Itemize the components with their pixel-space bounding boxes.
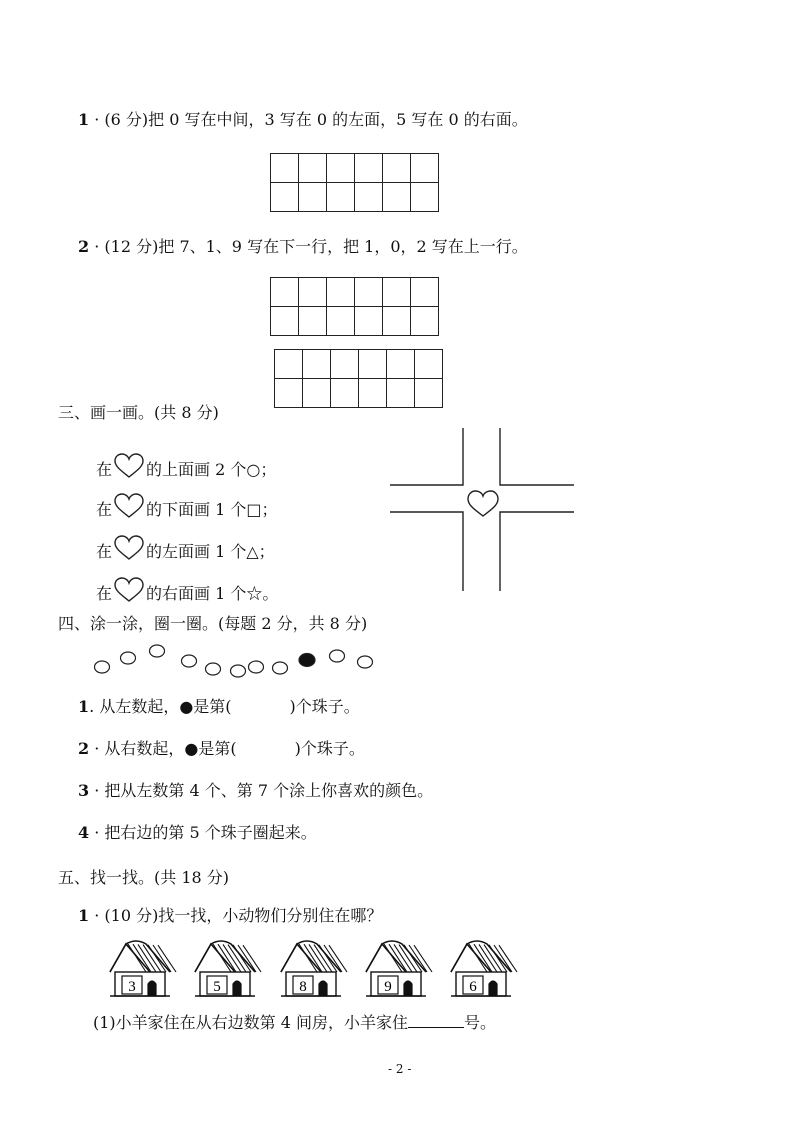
question-text: 把右边的第 5 个珠子圈起来。 (104, 823, 317, 842)
draw-instruction-1 (96, 453, 276, 480)
grid-cell[interactable] (387, 379, 415, 408)
question-2-1 (78, 110, 528, 130)
house-door (319, 981, 327, 996)
grid-cell[interactable] (327, 183, 355, 212)
question-number: 1 (78, 110, 90, 129)
house-3[interactable] (277, 938, 345, 1000)
grid-cell[interactable] (411, 307, 439, 336)
grid-cell[interactable] (275, 379, 303, 408)
grid-cell[interactable] (271, 154, 299, 183)
bead-11[interactable] (358, 656, 373, 668)
roof-stripe (324, 945, 342, 972)
section-5-title: 五、找一找。(共 18 分) (58, 868, 230, 887)
question-4-1 (78, 697, 360, 717)
question-separator: · (94, 823, 100, 842)
heart-icon (468, 491, 498, 516)
house-2[interactable] (191, 938, 259, 1000)
grid-cell[interactable] (411, 183, 439, 212)
heart-icon (113, 453, 145, 479)
grid-cell[interactable] (331, 379, 359, 408)
instruction-text: 的右面画 1 个☆。 (146, 584, 279, 603)
question-5-1 (78, 906, 382, 926)
answer-grid-2-bottom (274, 349, 443, 408)
road-edge (500, 512, 574, 591)
grid-cell[interactable] (355, 278, 383, 307)
question-separator: . (89, 697, 95, 716)
roof-stripe (233, 945, 251, 972)
grid-cell[interactable] (299, 154, 327, 183)
sub-question-text-pre: (1)小羊家住在从右边数第 4 间房，小羊家住 (93, 1013, 409, 1032)
grid-cell[interactable] (383, 278, 411, 307)
question-4-3 (78, 781, 433, 801)
bead-4[interactable] (182, 655, 197, 667)
section-3-title: 三、画一画。(共 8 分) (58, 403, 219, 422)
bead-7[interactable] (249, 661, 264, 673)
grid-cell[interactable] (271, 307, 299, 336)
house-number: 6 (469, 979, 477, 995)
house-number: 9 (384, 979, 392, 995)
instruction-prefix: 在 (96, 500, 113, 519)
question-text: 把从左数第 4 个、第 7 个涂上你喜欢的颜色。 (104, 781, 434, 800)
instruction-prefix: 在 (96, 584, 113, 603)
roof-gable (281, 944, 321, 972)
house-door (148, 981, 156, 996)
question-text: (10 分)找一找，小动物们分别住在哪？ (104, 906, 383, 925)
grid-cell[interactable] (327, 278, 355, 307)
roof-stripe (238, 945, 256, 972)
grid-cell[interactable] (387, 350, 415, 379)
roof-stripe (404, 945, 422, 972)
bead-2[interactable] (121, 652, 136, 664)
grid-cell[interactable] (415, 379, 443, 408)
grid-cell[interactable] (271, 183, 299, 212)
road-edge (390, 512, 463, 591)
question-2-2 (78, 237, 528, 257)
heart-icon (113, 577, 145, 603)
roof-stripe (409, 945, 427, 972)
crossroad-figure[interactable] (390, 428, 580, 593)
sub-question-text-post: 号。 (464, 1013, 497, 1032)
roof-stripe (319, 945, 337, 972)
question-number: 1 (78, 906, 90, 925)
bead-5[interactable] (206, 663, 221, 675)
question-separator: · (94, 237, 100, 256)
house-4[interactable] (362, 938, 430, 1000)
section-4-title: 四、涂一涂，圈一圈。(每题 2 分，共 8 分) (58, 614, 368, 633)
roof-gable (451, 944, 491, 972)
instruction-prefix: 在 (96, 542, 113, 561)
grid-cell[interactable] (383, 183, 411, 212)
bead-black[interactable] (299, 654, 315, 667)
question-number: 3 (78, 781, 90, 800)
answer-grid-2-top (270, 277, 439, 336)
roof-stripe (153, 945, 171, 972)
question-number: 1 (78, 697, 90, 716)
answer-blank[interactable] (408, 1013, 464, 1028)
page-number: - 2 - (388, 1062, 412, 1076)
question-text-post: )个珠子。 (294, 739, 365, 758)
question-number: 2 (78, 739, 90, 758)
roof-gable (195, 944, 235, 972)
grid-cell[interactable] (383, 307, 411, 336)
grid-cell[interactable] (299, 307, 327, 336)
grid-cell[interactable] (327, 154, 355, 183)
heart-icon (113, 535, 145, 561)
roof-gable (366, 944, 406, 972)
question-separator: · (94, 110, 100, 129)
house-number: 3 (128, 979, 136, 995)
draw-instruction-2 (96, 493, 278, 520)
question-text: (12 分)把 7、1、9 写在下一行，把 1，0，2 写在上一行。 (104, 237, 528, 256)
roof-gable (110, 944, 150, 972)
draw-instruction-3 (96, 535, 275, 562)
house-number: 5 (213, 979, 221, 995)
grid-cell[interactable] (303, 350, 331, 379)
grid-cell[interactable] (383, 154, 411, 183)
bead-10[interactable] (330, 650, 345, 662)
house-door (233, 981, 241, 996)
heart-icon (113, 493, 145, 519)
question-separator: · (94, 781, 100, 800)
question-number: 2 (78, 237, 90, 256)
grid-cell[interactable] (299, 183, 327, 212)
question-separator: · (94, 739, 100, 758)
road-edge (390, 428, 463, 485)
question-5-1-sub-1 (93, 1013, 496, 1033)
question-number: 4 (78, 823, 90, 842)
instruction-text: 的左面画 1 个△； (146, 542, 275, 561)
roof-stripe (148, 945, 166, 972)
grid-cell[interactable] (275, 350, 303, 379)
road-edge (500, 428, 574, 485)
grid-cell[interactable] (359, 379, 387, 408)
grid-cell[interactable] (355, 154, 383, 183)
grid-cell[interactable] (355, 183, 383, 212)
grid-cell[interactable] (331, 350, 359, 379)
bead-row[interactable] (90, 640, 380, 680)
grid-cell[interactable] (355, 307, 383, 336)
bead-8[interactable] (273, 662, 288, 674)
bead-3[interactable] (150, 645, 165, 657)
grid-cell[interactable] (299, 278, 327, 307)
grid-cell[interactable] (415, 350, 443, 379)
question-text: (6 分)把 0 写在中间，3 写在 0 的左面，5 写在 0 的右面。 (104, 110, 528, 129)
question-separator: · (94, 906, 100, 925)
question-text-pre: 从左数起，●是第( (99, 697, 232, 716)
answer-grid-1 (270, 153, 439, 212)
bead-1[interactable] (95, 661, 110, 673)
grid-cell[interactable] (271, 278, 299, 307)
house-5[interactable] (447, 938, 515, 1000)
question-text-pre: 从右数起，●是第( (104, 739, 237, 758)
question-4-4 (78, 823, 317, 843)
house-number: 8 (299, 979, 307, 995)
grid-cell[interactable] (303, 379, 331, 408)
roof-stripe (494, 945, 512, 972)
house-door (404, 981, 412, 996)
roof-stripe (489, 945, 507, 972)
bead-6[interactable] (231, 665, 246, 677)
grid-cell[interactable] (327, 307, 355, 336)
house-1[interactable] (106, 938, 174, 1000)
instruction-text: 的上面画 2 个○； (146, 460, 277, 479)
draw-instruction-4 (96, 577, 278, 604)
house-door (489, 981, 497, 996)
instruction-text: 的下面画 1 个□； (146, 500, 278, 519)
grid-cell[interactable] (359, 350, 387, 379)
instruction-prefix: 在 (96, 460, 113, 479)
grid-cell[interactable] (411, 278, 439, 307)
question-text-post: )个珠子。 (289, 697, 360, 716)
question-4-2 (78, 739, 365, 759)
grid-cell[interactable] (411, 154, 439, 183)
